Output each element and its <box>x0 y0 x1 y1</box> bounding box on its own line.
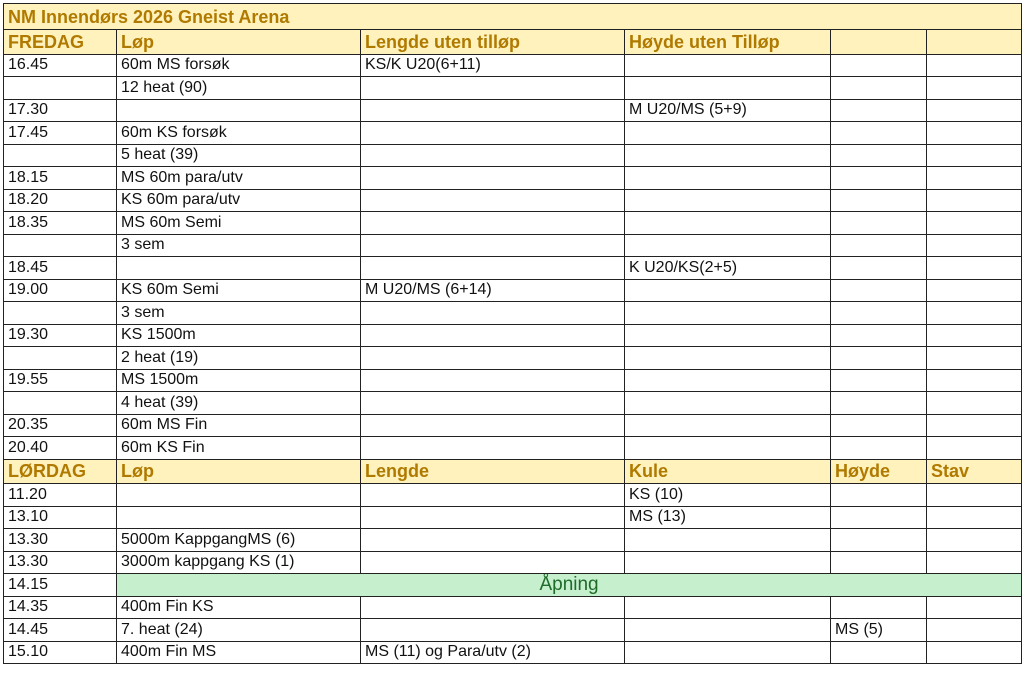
schedule-row <box>4 302 1022 325</box>
time-cell[interactable]: 13.30 <box>4 551 117 574</box>
schedule-row <box>4 99 1022 122</box>
event-cell[interactable] <box>927 257 1022 280</box>
event-cell[interactable] <box>625 369 831 392</box>
schedule-row <box>4 551 1022 574</box>
event-cell[interactable] <box>927 144 1022 167</box>
event-cell[interactable]: 60m KS forsøk <box>117 122 361 145</box>
column-header[interactable]: Høyde <box>831 459 927 484</box>
event-cell[interactable] <box>117 506 361 529</box>
schedule-row <box>4 619 1022 642</box>
event-cell[interactable] <box>927 77 1022 100</box>
event-cell[interactable] <box>927 212 1022 235</box>
event-cell[interactable] <box>831 77 927 100</box>
event-cell[interactable] <box>831 279 927 302</box>
column-header[interactable] <box>831 30 927 55</box>
event-cell[interactable] <box>927 324 1022 347</box>
event-cell[interactable]: 3000m kappgang KS (1) <box>117 551 361 574</box>
event-cell[interactable] <box>831 506 927 529</box>
schedule-row <box>4 529 1022 552</box>
event-cell[interactable]: 60m MS forsøk <box>117 54 361 77</box>
time-cell[interactable] <box>4 144 117 167</box>
event-cell[interactable] <box>625 279 831 302</box>
event-cell[interactable]: MS 60m para/utv <box>117 167 361 190</box>
event-cell[interactable]: 60m KS Fin <box>117 437 361 460</box>
event-cell[interactable] <box>625 529 831 552</box>
event-cell[interactable] <box>927 347 1022 370</box>
event-cell[interactable] <box>625 189 831 212</box>
schedule-row <box>4 437 1022 460</box>
time-cell[interactable]: 14.15 <box>4 574 117 597</box>
column-header[interactable]: Løp <box>117 459 361 484</box>
event-cell[interactable] <box>927 54 1022 77</box>
event-cell[interactable]: MS (13) <box>625 506 831 529</box>
event-cell[interactable] <box>625 437 831 460</box>
sheet-title[interactable]: NM Innendørs 2026 Gneist Arena <box>4 4 1022 30</box>
column-header[interactable]: Lengde uten tilløp <box>361 30 625 55</box>
event-cell[interactable] <box>831 641 927 664</box>
schedule-row <box>4 144 1022 167</box>
schedule-row <box>4 324 1022 347</box>
event-cell[interactable] <box>117 257 361 280</box>
schedule-row <box>4 54 1022 77</box>
event-cell[interactable] <box>625 122 831 145</box>
event-cell[interactable] <box>361 506 625 529</box>
event-cell[interactable]: KS 60m Semi <box>117 279 361 302</box>
time-cell[interactable]: 19.55 <box>4 369 117 392</box>
event-cell[interactable] <box>117 99 361 122</box>
column-header[interactable]: Løp <box>117 30 361 55</box>
event-cell[interactable] <box>361 437 625 460</box>
event-cell[interactable] <box>625 144 831 167</box>
event-cell[interactable]: KS 1500m <box>117 324 361 347</box>
event-cell[interactable] <box>927 414 1022 437</box>
event-cell[interactable] <box>117 484 361 507</box>
column-header[interactable]: Stav <box>927 459 1022 484</box>
time-cell[interactable]: 16.45 <box>4 54 117 77</box>
event-cell[interactable] <box>927 506 1022 529</box>
event-cell[interactable] <box>927 641 1022 664</box>
event-cell[interactable] <box>831 257 927 280</box>
event-cell[interactable] <box>831 551 927 574</box>
event-cell[interactable] <box>361 392 625 415</box>
schedule-row <box>4 257 1022 280</box>
event-cell[interactable] <box>361 369 625 392</box>
event-cell[interactable] <box>831 484 927 507</box>
schedule-row <box>4 167 1022 190</box>
event-cell[interactable] <box>831 54 927 77</box>
event-cell[interactable] <box>927 189 1022 212</box>
schedule-body <box>4 4 1022 664</box>
event-cell[interactable] <box>831 324 927 347</box>
event-cell[interactable]: 3 sem <box>117 234 361 257</box>
event-cell[interactable] <box>361 596 625 619</box>
time-cell[interactable]: 19.30 <box>4 324 117 347</box>
event-cell[interactable] <box>361 77 625 100</box>
time-cell[interactable]: 18.35 <box>4 212 117 235</box>
schedule-row <box>4 506 1022 529</box>
event-cell[interactable]: 400m Fin MS <box>117 641 361 664</box>
event-cell[interactable] <box>927 596 1022 619</box>
time-cell[interactable]: 18.20 <box>4 189 117 212</box>
day-label[interactable]: LØRDAG <box>4 459 117 484</box>
event-cell[interactable] <box>831 302 927 325</box>
time-cell[interactable]: 13.10 <box>4 506 117 529</box>
event-cell[interactable] <box>831 529 927 552</box>
event-cell[interactable] <box>831 437 927 460</box>
event-cell[interactable] <box>927 551 1022 574</box>
day-label[interactable]: FREDAG <box>4 30 117 55</box>
schedule-row <box>4 641 1022 664</box>
schedule-row <box>4 596 1022 619</box>
event-cell[interactable] <box>927 99 1022 122</box>
event-cell[interactable] <box>831 212 927 235</box>
event-cell[interactable]: 3 sem <box>117 302 361 325</box>
event-cell[interactable] <box>625 324 831 347</box>
schedule-row <box>4 369 1022 392</box>
column-header[interactable]: Kule <box>625 459 831 484</box>
event-cell[interactable]: M U20/MS (5+9) <box>625 99 831 122</box>
time-cell[interactable]: 11.20 <box>4 484 117 507</box>
time-cell[interactable]: 20.35 <box>4 414 117 437</box>
event-cell[interactable]: 2 heat (19) <box>117 347 361 370</box>
event-cell[interactable] <box>361 302 625 325</box>
event-cell[interactable] <box>927 529 1022 552</box>
time-cell[interactable]: 18.45 <box>4 257 117 280</box>
schedule-row <box>4 392 1022 415</box>
event-cell[interactable] <box>625 551 831 574</box>
event-cell[interactable] <box>361 189 625 212</box>
event-cell[interactable] <box>361 212 625 235</box>
schedule-row <box>4 212 1022 235</box>
event-cell[interactable] <box>927 167 1022 190</box>
opening-banner[interactable]: Åpning <box>117 574 1022 597</box>
event-cell[interactable] <box>927 619 1022 642</box>
event-cell[interactable] <box>625 596 831 619</box>
event-cell[interactable] <box>831 99 927 122</box>
time-cell[interactable]: 20.40 <box>4 437 117 460</box>
event-cell[interactable] <box>831 122 927 145</box>
time-cell[interactable] <box>4 392 117 415</box>
event-cell[interactable] <box>361 167 625 190</box>
event-cell[interactable] <box>625 54 831 77</box>
event-cell[interactable] <box>361 484 625 507</box>
event-cell[interactable] <box>625 641 831 664</box>
event-cell[interactable]: 4 heat (39) <box>117 392 361 415</box>
time-cell[interactable]: 18.15 <box>4 167 117 190</box>
column-header[interactable] <box>927 30 1022 55</box>
event-cell[interactable]: 400m Fin KS <box>117 596 361 619</box>
event-cell[interactable]: MS 1500m <box>117 369 361 392</box>
column-header[interactable]: Lengde <box>361 459 625 484</box>
day-header-row <box>4 30 1022 55</box>
event-cell[interactable] <box>361 529 625 552</box>
event-cell[interactable]: KS/K U20(6+11) <box>361 54 625 77</box>
event-cell[interactable]: KS 60m para/utv <box>117 189 361 212</box>
time-cell[interactable]: 15.10 <box>4 641 117 664</box>
event-cell[interactable]: 5 heat (39) <box>117 144 361 167</box>
event-cell[interactable] <box>361 144 625 167</box>
event-cell[interactable]: MS (11) og Para/utv (2) <box>361 641 625 664</box>
event-cell[interactable] <box>927 484 1022 507</box>
time-cell[interactable]: 17.30 <box>4 99 117 122</box>
event-cell[interactable] <box>831 167 927 190</box>
event-cell[interactable] <box>831 596 927 619</box>
event-cell[interactable] <box>927 369 1022 392</box>
time-cell[interactable]: 19.00 <box>4 279 117 302</box>
event-cell[interactable] <box>361 234 625 257</box>
event-cell[interactable] <box>625 414 831 437</box>
event-cell[interactable]: K U20/KS(2+5) <box>625 257 831 280</box>
schedule-row <box>4 574 1022 597</box>
time-cell[interactable] <box>4 234 117 257</box>
schedule-row <box>4 77 1022 100</box>
event-cell[interactable]: MS 60m Semi <box>117 212 361 235</box>
event-cell[interactable] <box>625 234 831 257</box>
event-cell[interactable] <box>831 234 927 257</box>
event-cell[interactable] <box>831 369 927 392</box>
event-cell[interactable] <box>831 414 927 437</box>
schedule-row <box>4 122 1022 145</box>
event-cell[interactable] <box>927 234 1022 257</box>
event-cell[interactable] <box>361 99 625 122</box>
event-cell[interactable]: 7. heat (24) <box>117 619 361 642</box>
title-row <box>4 4 1022 30</box>
event-cell[interactable] <box>927 437 1022 460</box>
event-cell[interactable] <box>625 392 831 415</box>
event-cell[interactable] <box>625 619 831 642</box>
event-cell[interactable]: 12 heat (90) <box>117 77 361 100</box>
event-cell[interactable] <box>361 324 625 347</box>
event-cell[interactable] <box>831 144 927 167</box>
time-cell[interactable]: 13.30 <box>4 529 117 552</box>
schedule-row <box>4 234 1022 257</box>
schedule-row <box>4 484 1022 507</box>
event-cell[interactable] <box>927 122 1022 145</box>
event-cell[interactable] <box>361 347 625 370</box>
schedule-table <box>3 3 1022 664</box>
event-cell[interactable] <box>361 551 625 574</box>
time-cell[interactable]: 14.45 <box>4 619 117 642</box>
event-cell[interactable]: 60m MS Fin <box>117 414 361 437</box>
day-header-row <box>4 459 1022 484</box>
event-cell[interactable] <box>625 302 831 325</box>
event-cell[interactable] <box>625 212 831 235</box>
event-cell[interactable] <box>927 302 1022 325</box>
time-cell[interactable] <box>4 77 117 100</box>
column-header[interactable]: Høyde uten Tilløp <box>625 30 831 55</box>
schedule-row <box>4 279 1022 302</box>
event-cell[interactable] <box>831 392 927 415</box>
event-cell[interactable] <box>625 347 831 370</box>
time-cell[interactable]: 17.45 <box>4 122 117 145</box>
event-cell[interactable] <box>361 257 625 280</box>
event-cell[interactable] <box>831 189 927 212</box>
schedule-row <box>4 189 1022 212</box>
event-cell[interactable] <box>625 77 831 100</box>
event-cell[interactable] <box>361 619 625 642</box>
event-cell[interactable] <box>927 392 1022 415</box>
time-cell[interactable] <box>4 347 117 370</box>
event-cell[interactable]: 5000m KappgangMS (6) <box>117 529 361 552</box>
schedule-row <box>4 414 1022 437</box>
event-cell[interactable]: KS (10) <box>625 484 831 507</box>
event-cell[interactable] <box>927 279 1022 302</box>
event-cell[interactable] <box>625 167 831 190</box>
event-cell[interactable] <box>361 122 625 145</box>
event-cell[interactable]: M U20/MS (6+14) <box>361 279 625 302</box>
time-cell[interactable]: 14.35 <box>4 596 117 619</box>
event-cell[interactable] <box>361 414 625 437</box>
event-cell[interactable] <box>831 347 927 370</box>
schedule-row <box>4 347 1022 370</box>
time-cell[interactable] <box>4 302 117 325</box>
event-cell[interactable]: MS (5) <box>831 619 927 642</box>
